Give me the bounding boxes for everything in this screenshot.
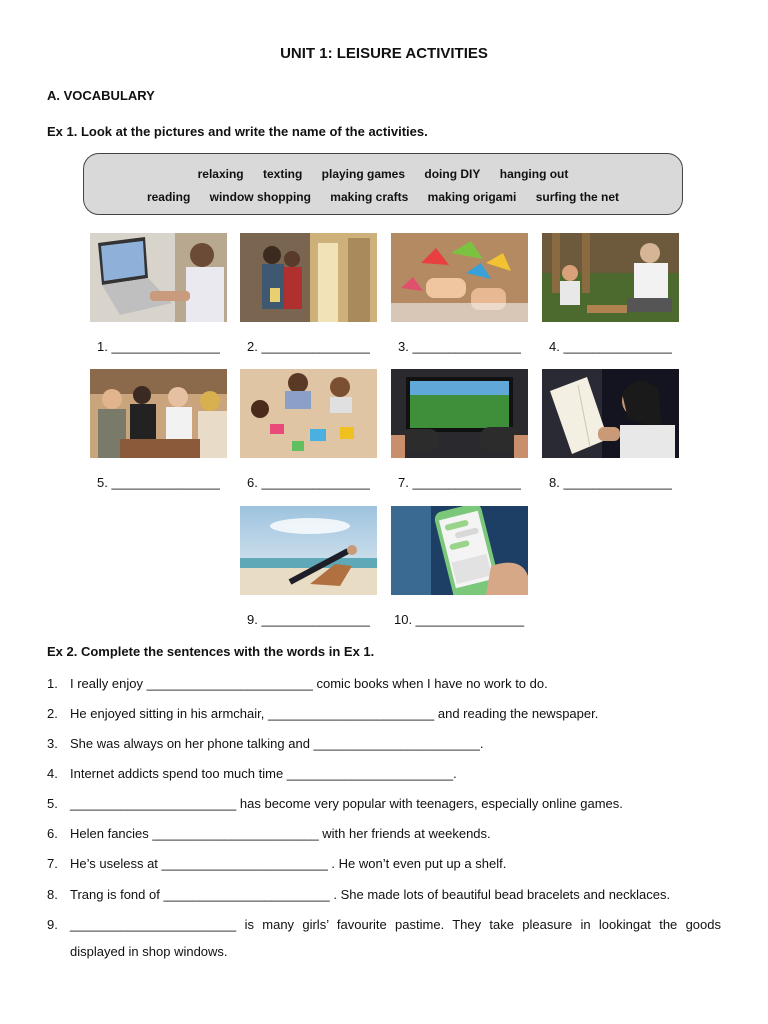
sentence-number: 1. (47, 676, 58, 691)
word-bank-item: playing games (321, 167, 406, 181)
word-bank-item: reading (146, 190, 191, 204)
crafts-photo (240, 369, 377, 458)
sentence-number: 5. (47, 796, 58, 811)
sentence-text: _______________________ is many girls’ favourite pastime. They take pleasure in lookingat the goods displayed in shop windows. (70, 917, 721, 959)
answer-blank[interactable]: 8. _______________ (549, 475, 672, 490)
word-bank-item: doing DIY (424, 167, 481, 181)
answer-blank[interactable]: 6. _______________ (247, 475, 370, 490)
sentence-text: He’s useless at _______________________ . He won’t even put up a shelf. (70, 856, 507, 871)
answer-blank[interactable]: 10. _______________ (394, 612, 525, 627)
sentence-number: 9. (47, 917, 58, 932)
diy-photo (542, 233, 679, 322)
sentence-text: She was always on her phone talking and _______________________. (70, 736, 484, 751)
sentence-text: Trang is fond of _______________________ . She made lots of beautiful bead bracelets and necklaces. (70, 887, 671, 902)
word-bank-row-2 (84, 190, 682, 204)
answer-blank[interactable]: 2. _______________ (247, 339, 370, 354)
sentence-number: 7. (47, 856, 58, 871)
word-bank-item: making crafts (330, 190, 409, 204)
word-bank (83, 153, 683, 215)
phone-photo (391, 506, 528, 595)
sentence-text: Internet addicts spend too much time _______________________. (70, 766, 457, 781)
page-title: UNIT 1: LEISURE ACTIVITIES (280, 45, 488, 62)
exercise-2-heading: Ex 2. Complete the sentences with the words in Ex 1. (47, 644, 375, 659)
sentence-text: I really enjoy _______________________ comic books when I have no work to do. (70, 676, 548, 691)
sentence-number: 6. (47, 826, 58, 841)
section-heading-vocabulary: A. VOCABULARY (47, 88, 155, 103)
shopping-photo (240, 233, 377, 322)
answer-blank[interactable]: 1. _______________ (97, 339, 220, 354)
word-bank-item: surfing the net (535, 190, 620, 204)
sentence-text: He enjoyed sitting in his armchair, _______________________ and reading the newspaper. (70, 706, 599, 721)
word-bank-item: texting (262, 167, 303, 181)
friends-photo (90, 369, 227, 458)
sentence-text: Helen fancies _______________________ with her friends at weekends. (70, 826, 491, 841)
answer-blank[interactable]: 3. _______________ (398, 339, 521, 354)
exercise-1-heading: Ex 1. Look at the pictures and write the name of the activities. (47, 124, 428, 139)
word-bank-item: making origami (427, 190, 517, 204)
beach-photo (240, 506, 377, 595)
sentence-number: 2. (47, 706, 58, 721)
sentence-text: _______________________ has become very popular with teenagers, especially online games. (70, 796, 623, 811)
word-bank-row-1 (84, 167, 682, 181)
answer-blank[interactable]: 7. _______________ (398, 475, 521, 490)
answer-blank[interactable]: 4. _______________ (549, 339, 672, 354)
reading-photo (542, 369, 679, 458)
origami-photo (391, 233, 528, 322)
answer-blank[interactable]: 5. _______________ (97, 475, 220, 490)
sentence-number: 4. (47, 766, 58, 781)
word-bank-item: relaxing (197, 167, 244, 181)
answer-blank[interactable]: 9. _______________ (247, 612, 370, 627)
gaming-photo (391, 369, 528, 458)
word-bank-item: window shopping (209, 190, 311, 204)
sentence-number: 3. (47, 736, 58, 751)
laptop-photo (90, 233, 227, 322)
word-bank-item: hanging out (499, 167, 569, 181)
sentence-number: 8. (47, 887, 58, 902)
